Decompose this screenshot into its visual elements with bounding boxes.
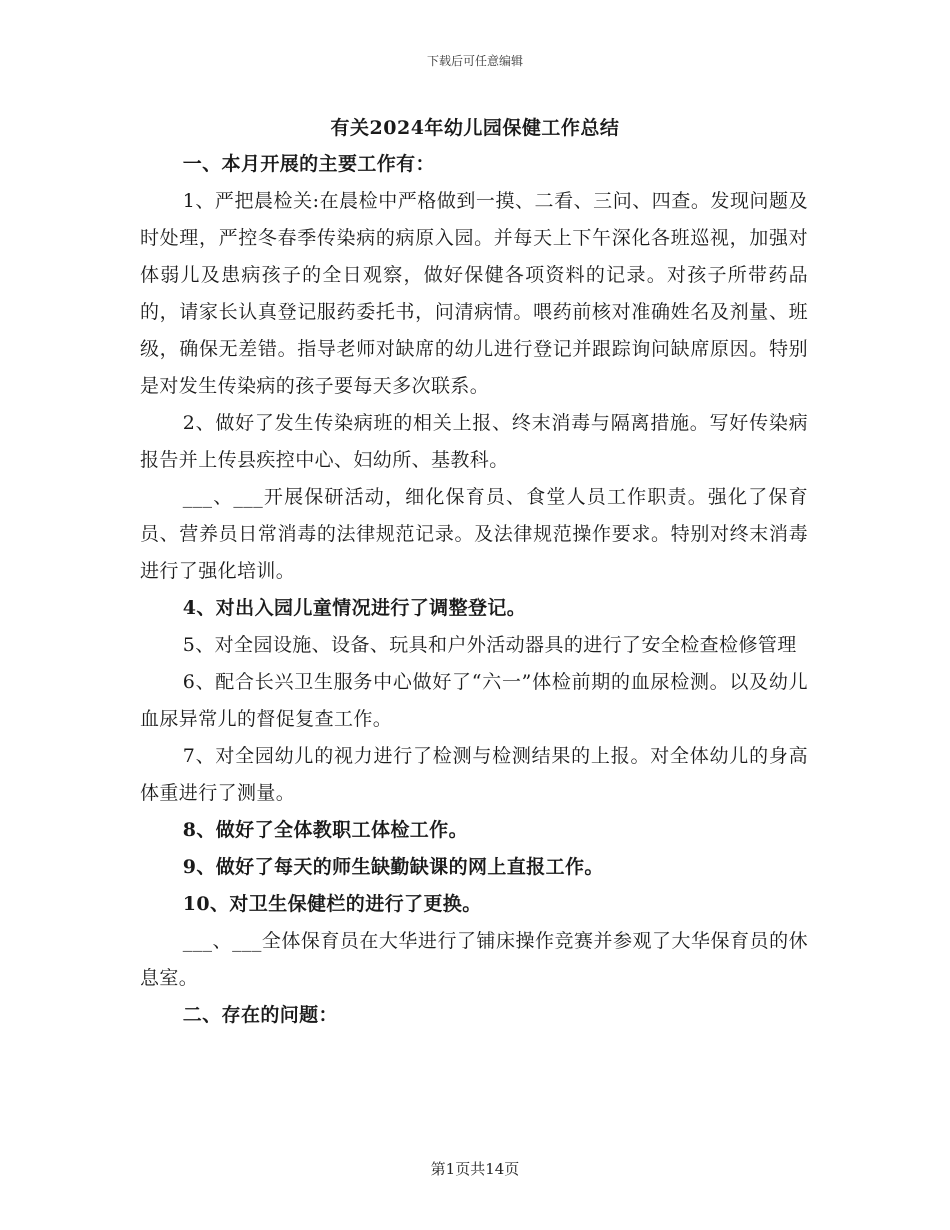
paragraph-item-4: 4、对出入园儿童情况进行了调整登记。	[182, 597, 527, 619]
paragraph-item-2: 2、做好了发生传染病班的相关上报、终末消毒与隔离措施。写好传染病报告并上传县疾控中心、妇幼所、基教科。	[140, 412, 808, 471]
paragraph-item-6: 6、配合长兴卫生服务中心做好了“六一”体检前期的血尿检测。以及幼儿血尿异常儿的督促复查工作。	[140, 671, 808, 730]
paragraph-item-5: 5、对全园设施、设备、玩具和户外活动器具的进行了安全检查检修管理	[182, 634, 797, 656]
paragraph-item-9: 9、做好了每天的师生缺勤缺课的网上直报工作。	[182, 856, 604, 878]
paragraph-item-10: 10、对卫生保健栏的进行了更换。	[182, 893, 482, 915]
paragraph-item-7: 7、对全园幼儿的视力进行了检测与检测结果的上报。对全体幼儿的身高体重进行了测量。	[140, 745, 808, 804]
section-heading-main-work: 一、本月开展的主要工作有：	[182, 153, 435, 175]
document-body	[140, 146, 808, 1034]
paragraph-item-8: 8、做好了全体教职工体检工作。	[182, 819, 468, 841]
paragraph-item-3: ___、___开展保研活动，细化保育员、食堂人员工作职责。强化了保育员、营养员日常消毒的法律规范记录。及法律规范操作要求。特别对终末消毒进行了强化培训。	[140, 486, 808, 582]
section-heading-problems: 二、存在的问题：	[182, 1004, 338, 1026]
document-title: 有关2024年幼儿园保健工作总结	[330, 117, 620, 139]
download-editable-note: 下载后可任意编辑	[426, 54, 523, 68]
paragraph-item-1: 1、严把晨检关:在晨检中严格做到一摸、二看、三问、四查。发现问题及时处理，严控冬春季传染病的病原入园。并每天上下午深化各班巡视，加强对体弱儿及患病孩子的全日观察，做好保健各项资料的记录。对孩子所带药品的，请家长认真登记服药委托书，问清病情。喂药前核对准确姓名及剂量、班级，确保无差错。指导老师对缺席的幼儿进行登记并跟踪询问缺席原因。特别是对发生传染病的孩子要每天多次联系。	[140, 190, 808, 397]
paragraph-item-11: ___、___全体保育员在大华进行了铺床操作竞赛并参观了大华保育员的休息室。	[140, 930, 808, 989]
page-indicator: 第1页共14页	[430, 1160, 520, 1178]
